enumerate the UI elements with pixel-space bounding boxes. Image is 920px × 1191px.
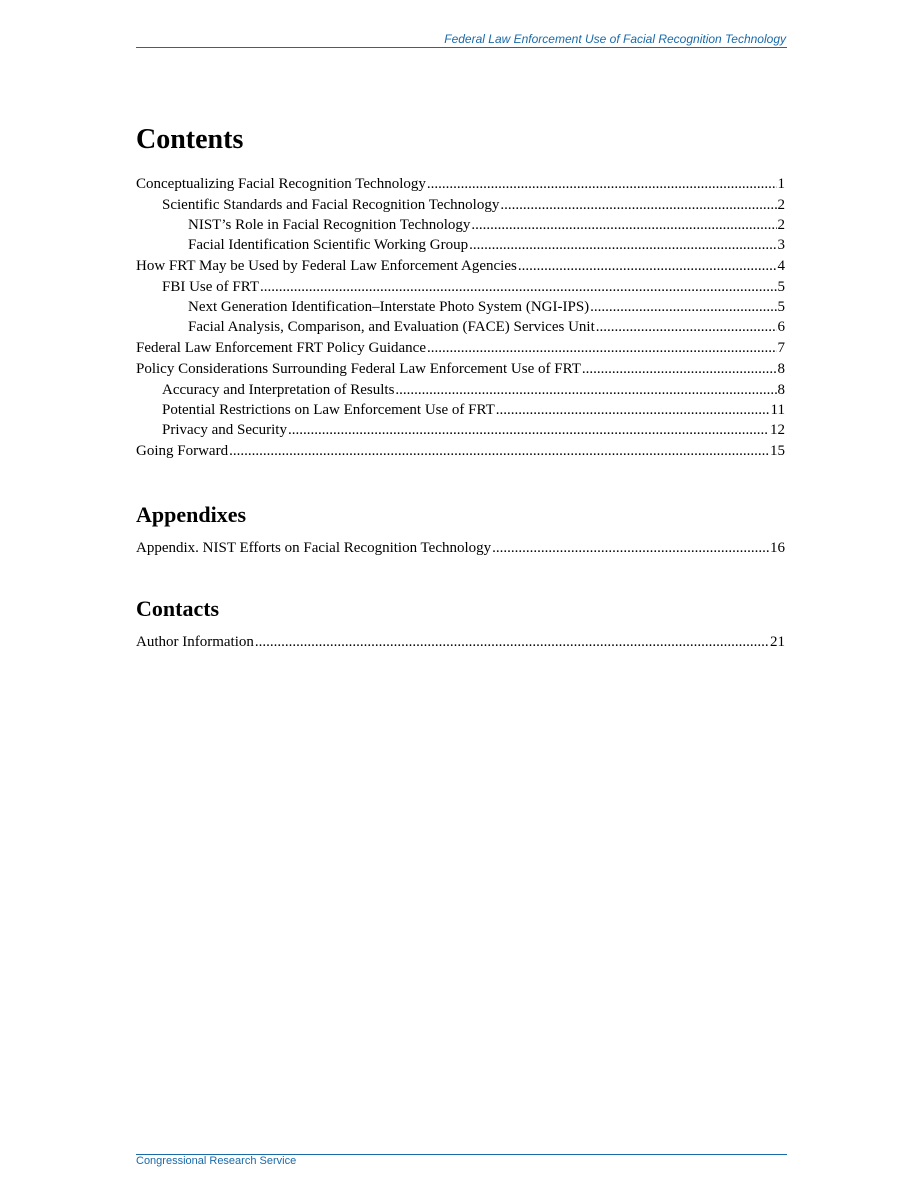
toc-leader-dots (427, 338, 777, 358)
toc-entry[interactable] (136, 632, 785, 652)
toc-entry[interactable] (136, 277, 785, 297)
toc-leader-dots (518, 256, 777, 276)
toc-entry-title: Privacy and Security (162, 422, 287, 438)
toc-leader-dots (596, 317, 777, 337)
toc-entry[interactable] (136, 215, 785, 235)
toc-entry[interactable] (136, 256, 785, 276)
contents-list (136, 174, 785, 461)
toc-entry-title: Policy Considerations Surrounding Federal Law Enforcement Use of FRT (136, 361, 581, 377)
toc-entry[interactable] (136, 538, 785, 558)
toc-leader-dots (500, 195, 776, 215)
toc-entry-title: Appendix. NIST Efforts on Facial Recognition Technology (136, 540, 492, 556)
toc-entry[interactable] (136, 317, 785, 337)
toc-entry-page: 5 (777, 279, 785, 295)
toc-leader-dots (492, 538, 769, 558)
toc-entry-title: FBI Use of FRT (162, 279, 260, 295)
toc-entry[interactable] (136, 441, 785, 461)
toc-entry-page: 12 (770, 422, 785, 438)
toc-entry-page: 2 (777, 217, 785, 233)
toc-entry-page: 21 (770, 634, 785, 650)
toc-entry-page: 3 (777, 237, 785, 253)
toc-entry-title: Accuracy and Interpretation of Results (162, 382, 395, 398)
toc-entry-page: 8 (777, 382, 785, 398)
toc-leader-dots (471, 215, 776, 235)
toc-entry-title: Going Forward (136, 443, 229, 459)
toc-leader-dots (427, 174, 777, 194)
toc-entry-title: Potential Restrictions on Law Enforcement Use of FRT (162, 402, 495, 418)
toc-entry[interactable] (136, 195, 785, 215)
toc-leader-dots (496, 400, 770, 420)
toc-entry-page: 7 (777, 340, 785, 356)
toc-entry[interactable] (136, 420, 785, 440)
toc-entry-title: Next Generation Identification–Interstate Photo System (NGI-IPS) (188, 299, 590, 315)
contents-heading: Contents (136, 124, 244, 155)
header-rule (136, 47, 787, 48)
toc-entry-title: Facial Analysis, Comparison, and Evaluation (FACE) Services Unit (188, 319, 595, 335)
appendixes-heading: Appendixes (136, 502, 247, 527)
toc-leader-dots (229, 441, 769, 461)
toc-entry-title: Conceptualizing Facial Recognition Technology (136, 176, 426, 192)
contacts-heading: Contacts (136, 596, 220, 621)
toc-entry-title: Facial Identification Scientific Working Group (188, 237, 469, 253)
toc-leader-dots (395, 380, 776, 400)
toc-leader-dots (469, 235, 776, 255)
toc-entry-page: 5 (777, 299, 785, 315)
toc-entry-page: 16 (770, 540, 785, 556)
toc-entry-title: Scientific Standards and Facial Recognition Technology (162, 197, 500, 213)
toc-entry-page: 6 (777, 319, 785, 335)
toc-entry[interactable] (136, 380, 785, 400)
toc-entry-page: 1 (777, 176, 785, 192)
toc-leader-dots (288, 420, 769, 440)
toc-entry-title: Author Information (136, 634, 254, 650)
toc-entry[interactable] (136, 338, 785, 358)
appendixes-list (136, 538, 785, 558)
toc-entry[interactable] (136, 174, 785, 194)
toc-entry-title: NIST’s Role in Facial Recognition Technology (188, 217, 471, 233)
toc-entry-page: 15 (770, 443, 785, 459)
running-header-title: Federal Law Enforcement Use of Facial Recognition Technology (444, 32, 786, 46)
toc-entry-page: 4 (777, 258, 785, 274)
toc-entry-page: 11 (770, 402, 785, 418)
toc-entry[interactable] (136, 400, 785, 420)
toc-entry-title: How FRT May be Used by Federal Law Enforcement Agencies (136, 258, 517, 274)
contacts-list (136, 632, 785, 652)
toc-leader-dots (255, 632, 769, 652)
toc-entry[interactable] (136, 235, 785, 255)
toc-leader-dots (582, 359, 777, 379)
toc-entry[interactable] (136, 359, 785, 379)
toc-entry-title: Federal Law Enforcement FRT Policy Guidance (136, 340, 426, 356)
toc-leader-dots (260, 277, 776, 297)
toc-leader-dots (590, 297, 776, 317)
toc-entry[interactable] (136, 297, 785, 317)
toc-entry-page: 2 (777, 197, 785, 213)
footer-source: Congressional Research Service (136, 1155, 297, 1167)
toc-entry-page: 8 (777, 361, 785, 377)
